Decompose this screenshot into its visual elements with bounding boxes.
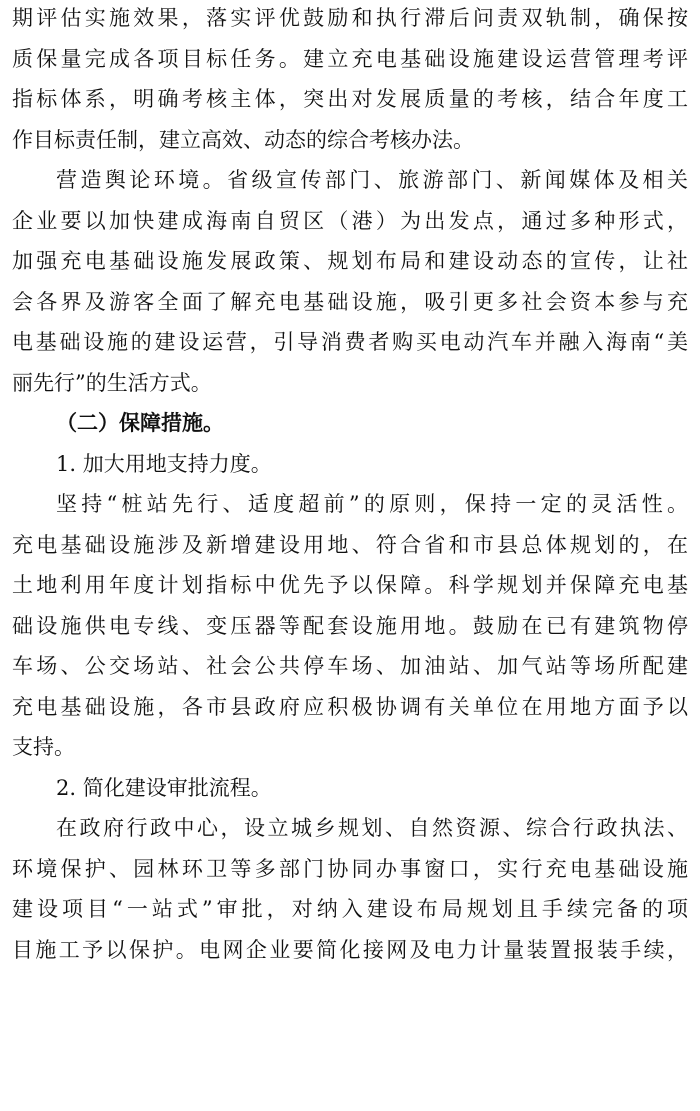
text-line: 支持。 (12, 735, 75, 759)
section-heading: （二）保障措施。 (56, 410, 224, 435)
text-line: 质保量完成各项目标任务。建立充电基础设施建设运营管理考评 (12, 46, 688, 71)
text-line: 土地利用年度计划指标中优先予以保障。科学规划并保障充电基 (12, 573, 688, 597)
text-line: 车场、公交场站、社会公共停车场、加油站、加气站等场所配建 (12, 654, 688, 678)
text-line: 充电基础设施涉及新增建设用地、符合省和市县总体规划的，在 (12, 532, 688, 557)
text-line: 加强充电基础设施发展政策、规划布局和建设动态的宣传，让社 (12, 249, 688, 273)
text-line: 目施工予以保护。电网企业要简化接网及电力计量装置报装手续， (12, 937, 688, 962)
paragraph-start-line: 在政府行政中心，设立城乡规划、自然资源、综合行政执法、 (56, 816, 688, 840)
text-line: 丽先行”的生活方式。 (12, 370, 212, 395)
text-line: 作目标责任制，建立高效、动态的综合考核办法。 (12, 127, 474, 152)
text-line: 会各界及游客全面了解充电基础设施，吸引更多社会资本参与充 (12, 289, 688, 314)
text-line: 环境保护、园林环卫等多部门协同办事窗口，实行充电基础设施 (12, 856, 688, 881)
text-line: 础设施供电专线、变压器等配套设施用地。鼓励在已有建筑物停 (12, 613, 688, 638)
text-line: 充电基础设施，各市县政府应积极协调有关单位在用地方面予以 (12, 694, 688, 719)
text-line: 建设项目“一站式”审批，对纳入建设布局规划且手续完备的项 (12, 897, 688, 921)
text-line: 期评估实施效果，落实评优鼓励和执行滞后问责双轨制，确保按 (12, 6, 688, 30)
text-line: 电基础设施的建设运营，引导消费者购买电动汽车并融入海南“美 (12, 330, 688, 354)
paragraph-start-line: 营造舆论环境。省级宣传部门、旅游部门、新闻媒体及相关 (56, 168, 688, 192)
subsection-heading: 2. 简化建设审批流程。 (56, 775, 272, 800)
text-line: 指标体系，明确考核主体，突出对发展质量的考核，结合年度工 (12, 87, 688, 111)
paragraph-start-line: 坚持“桩站先行、适度超前”的原则，保持一定的灵活性。 (56, 492, 688, 516)
text-line: 企业要以加快建成海南自贸区（港）为出发点，通过多种形式， (12, 208, 688, 233)
subsection-heading: 1. 加大用地支持力度。 (56, 451, 272, 476)
